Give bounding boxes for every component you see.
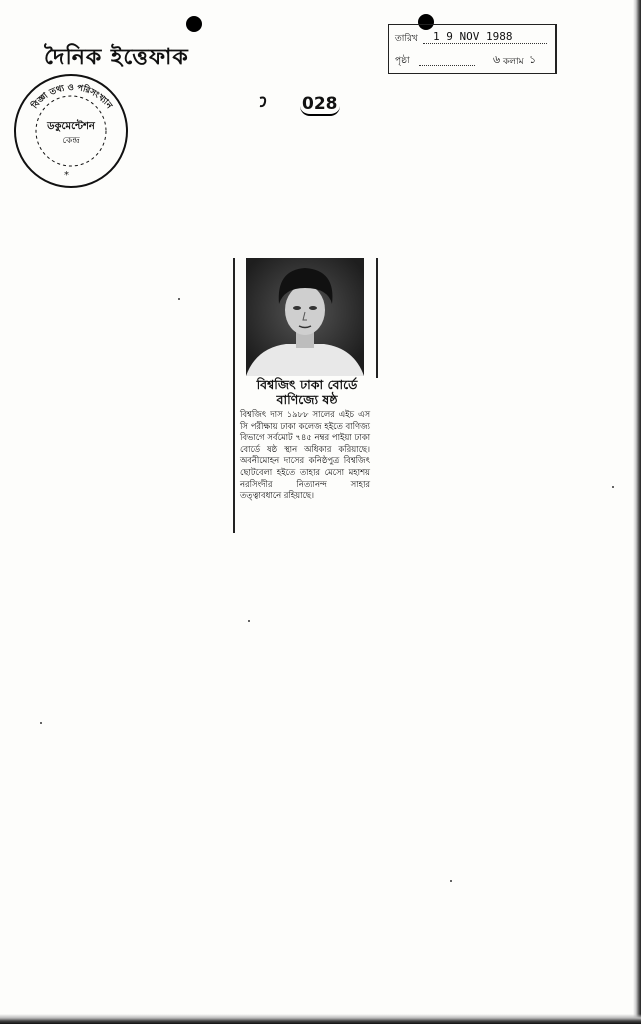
scan-edge-bottom [0,1014,641,1024]
clipping-body: বিশ্বজিৎ দাস ১৯৮৮ সালের এইচ এস সি পরীক্ষায় ঢাকা কলেজ হইতে বাণিজ্য বিভাগে সর্বমোট ৭৪৫ নম্বর পাইয়া ঢাকা বোর্ডে ষষ্ঠ স্থান অধিকার করিয়াছে। অবনীমোহন দাসের কনিষ্ঠপুত্র বিশ্বজিৎ ছোটবেলা হইতে তাহার মেসো মহাশয় নরসিংদীর নিত্যানন্দ সাহার তত্ত্বাবধানে রহিয়াছে। [240,409,370,501]
column-value: ১ [529,53,537,66]
documentation-center-stamp [12,72,130,190]
date-label: তারিখ [395,34,418,44]
speck [178,298,180,300]
stamp-top-text: বিজ্ঞা তথ্য ও পরিসংখ্যান [30,82,114,111]
stamp-center-line1: ডকুমেন্টেশন [47,121,95,132]
column-label: কলাম [503,57,524,67]
date-box [388,24,557,74]
speck [450,880,452,882]
newspaper-name: দৈনিক ইত্তেফাক [44,44,189,70]
svg-text:বিজ্ঞা তথ্য ও পরিসংখ্যান [28,82,114,111]
page-number: 028 [302,94,338,114]
svg-text:*: * [64,170,69,181]
speck [40,722,42,724]
ink-mark-icon [258,96,268,108]
date-value: 1 9 NOV 1988 [433,30,513,43]
headline-line2: বাণিজ্যে ষষ্ঠ [276,392,338,407]
headline-line1: বিশ্বজিৎ ঢাকা বোর্ডে [256,377,358,392]
punch-hole-left [186,16,202,32]
clipping-border-right [376,258,378,378]
portrait-photo [246,258,364,376]
scan-edge-right [633,0,641,1024]
speck [612,486,614,488]
speck [248,620,250,622]
clipping-border-left [233,258,235,533]
clipping-headline [238,377,376,407]
stamp-center-line2: কেন্দ্র [62,136,80,146]
page-label: পৃষ্ঠা [395,56,410,66]
page-value: ৬ [493,53,501,66]
